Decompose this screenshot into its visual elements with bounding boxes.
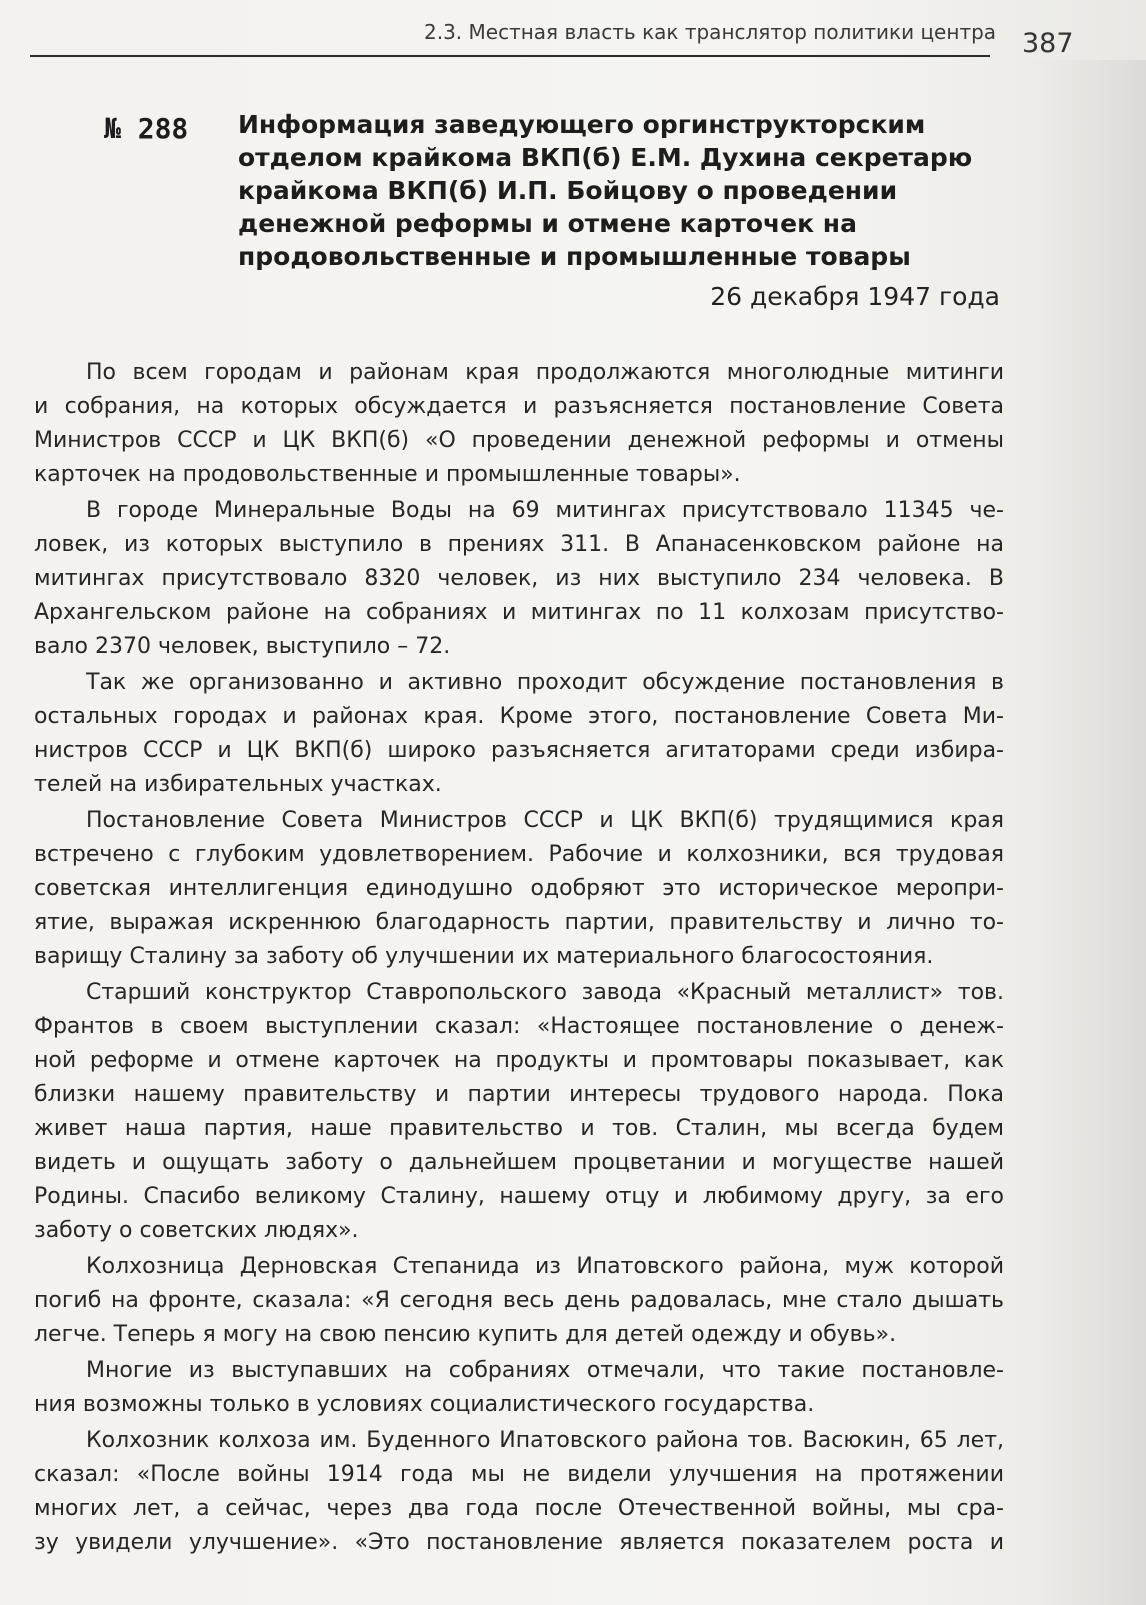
title-line: денежной реформы и отмене карточек на: [238, 209, 857, 238]
text-line: ной реформе и отмене карточек на продукты и промтовары показывает, как: [34, 1048, 1004, 1073]
document-date: 26 декабря 1947 года: [710, 282, 1000, 311]
body-text: [34, 356, 1004, 1562]
page-number: 387: [1022, 28, 1074, 59]
text-line: Колхозница Дерновская Степанида из Ипатовского района, муж которой: [86, 1254, 1004, 1279]
paragraph: [34, 666, 1004, 802]
text-line: вало 2370 человек, выступило – 72.: [34, 634, 451, 659]
text-line: Министров СССР и ЦК ВКП(б) «О проведении денежной реформы и отмены: [34, 428, 1004, 453]
document-title: [238, 108, 998, 273]
text-line: Колхозник колхоза им. Буденного Ипатовского района тов. Васюкин, 65 лет,: [86, 1428, 1004, 1453]
text-line: ния возможны только в условиях социалистического государства.: [34, 1392, 815, 1417]
text-line: Архангельском районе на собраниях и митингах по 11 колхозам присутство-: [34, 600, 1004, 625]
paragraph: [34, 494, 1004, 664]
paragraph: [34, 976, 1004, 1248]
text-line: ловек, из которых выступило в прениях 311. В Апанасенковском районе на: [34, 532, 1004, 557]
text-line: близки нашему правительству и партии интересы трудового народа. Пока: [34, 1082, 1004, 1107]
title-line: Информация заведующего оргинструкторским: [238, 110, 926, 139]
title-line: крайкома ВКП(б) И.П. Бойцову о проведении: [238, 176, 898, 205]
text-line: Многие из выступавших на собраниях отмечали, что такие постановле-: [86, 1358, 1004, 1383]
title-line: продовольственные и промышленные товары: [238, 242, 911, 271]
text-line: варищу Сталину за заботу об улучшении их материального благосостояния.: [34, 944, 934, 969]
text-line: Постановление Совета Министров СССР и ЦК ВКП(б) трудящимися края: [86, 808, 1004, 833]
title-line: отделом крайкома ВКП(б) Е.М. Духина секретарю: [238, 143, 973, 172]
text-line: митингах присутствовало 8320 человек, из них выступило 234 человека. В: [34, 566, 1004, 591]
text-line: Так же организованно и активно проходит обсуждение постановления в: [86, 670, 1004, 695]
document-number: № 288: [104, 112, 189, 145]
text-line: Франтов в своем выступлении сказал: «Настоящее постановление о денеж-: [34, 1014, 1004, 1039]
text-line: легче. Теперь я могу на свою пенсию купить для детей одежду и обувь».: [34, 1322, 897, 1347]
text-line: советская интеллигенция единодушно одобряют это историческое меропри-: [34, 876, 1004, 901]
paragraph: [34, 356, 1004, 492]
page-edge-shadow: [1026, 60, 1146, 1605]
text-line: Родины. Спасибо великому Сталину, нашему отцу и любимому другу, за его: [34, 1184, 1004, 1209]
text-line: погиб на фронте, сказала: «Я сегодня весь день радовалась, мне стало дышать: [34, 1288, 1004, 1313]
text-line: В городе Минеральные Воды на 69 митингах присутствовало 11345 че-: [86, 498, 1004, 523]
text-line: остальных городах и районах края. Кроме этого, постановление Совета Ми-: [34, 704, 1004, 729]
text-line: многих лет, а сейчас, через два года после Отечественной войны, мы сра-: [34, 1496, 1004, 1521]
paragraph: [34, 1250, 1004, 1352]
header-rule: [30, 55, 990, 57]
text-line: живет наша партия, наше правительство и тов. Сталин, мы всегда будем: [34, 1116, 1004, 1141]
paragraph: [34, 1424, 1004, 1560]
text-line: встречено с глубоким удовлетворением. Рабочие и колхозники, вся трудовая: [34, 842, 1004, 867]
text-line: телей на избирательных участках.: [34, 772, 442, 797]
text-line: сказал: «После войны 1914 года мы не видели улучшения на протяжении: [34, 1462, 1004, 1487]
paragraph: [34, 1354, 1004, 1422]
text-line: ятие, выражая искреннюю благодарность партии, правительству и лично то-: [34, 910, 1004, 935]
text-line: Старший конструктор Ставропольского завода «Красный металлист» тов.: [86, 980, 1004, 1005]
text-line: заботу о советских людях».: [34, 1218, 359, 1243]
running-header: 2.3. Местная власть как транслятор политики центра: [424, 20, 997, 44]
text-line: видеть и ощущать заботу о дальнейшем процветании и могуществе нашей: [34, 1150, 1004, 1175]
text-line: карточек на продовольственные и промышленные товары».: [34, 462, 741, 487]
text-line: По всем городам и районам края продолжаются многолюдные митинги: [86, 360, 1004, 385]
text-line: нистров СССР и ЦК ВКП(б) широко разъясняется агитаторами среди избира-: [34, 738, 1004, 763]
text-line: и собрания, на которых обсуждается и разъясняется постановление Совета: [34, 394, 1004, 419]
text-line: зу увидели улучшение». «Это постановление является показателем роста и: [34, 1530, 1004, 1555]
paragraph: [34, 804, 1004, 974]
